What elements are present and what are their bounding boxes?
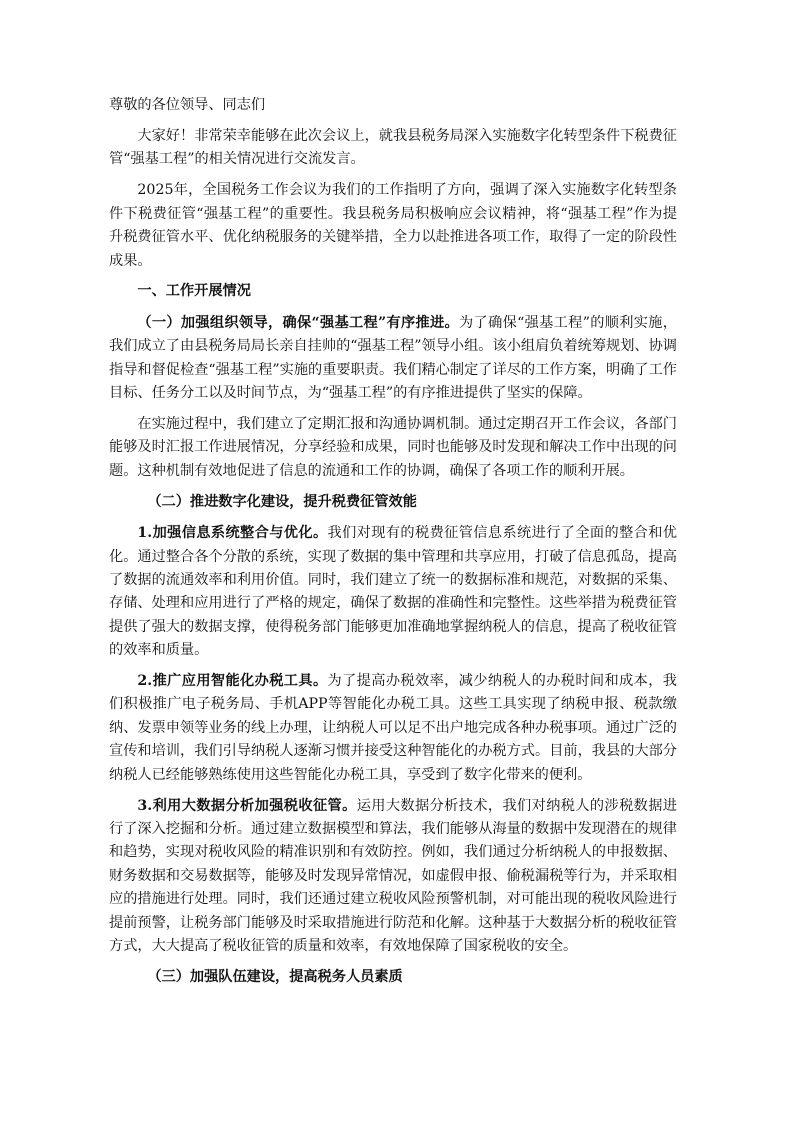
section-heading-work-progress: 一、工作开展情况 (137, 283, 251, 300)
document-page (109, 95, 677, 997)
item-1-paragraph (109, 522, 677, 662)
intro-paragraph-2: 2025年，全国税务工作会议为我们的工作指明了方向，强调了深入实施数字化转型条件下税费征管“强基工程”的重要性。我县税务局积极响应会议精神，将“强基工程”作为提升税费征管水平、优化纳税服务的关键举措，全力以赴推进各项工作，取得了一定的阶段性成果。 (109, 182, 677, 269)
subsection-1-paragraph (109, 312, 677, 406)
subsection-3-heading: （三）加强队伍建设，提高税务人员素质 (147, 968, 403, 985)
item-3-text: 运用大数据分析技术，我们对纳税人的涉税数据进行了深入挖掘和分析。通过建立数据模型和算法，我们能够从海量的数据中发现潜在的规律和趋势，实现对税收风险的精准识别和有效防控。例如，我们通过分析纳税人的申报数据、财务数据和交易数据等，能够及时发现异常情况，如虚假申报、偷税漏税等行为，并采取相应的措施进行处理。同时，我们还通过建立税收风险预警机制，对可能出现的税收风险进行提前预警，让税务部门能够及时采取措施进行防范和化解。这种基于大数据分析的税收征管方式，大大提高了税收征管的质量和效率，有效地保障了国家税收的安全。 (109, 797, 677, 954)
item-3-lead: 3.利用大数据分析加强税收征管。 (137, 797, 357, 814)
subsection-1-text: 为了确保“强基工程”的顺利实施，我们成立了由县税务局局长亲自挂帅的“强基工程”领导小组。该小组肩负着统筹规划、协调指导和督促检查“强基工程”实施的重要职责。我们精心制定了详尽的工作方案，明确了工作目标、任务分工以及时间节点，为“强基工程”的有序推进提供了坚实的保障。 (109, 314, 677, 402)
item-3-paragraph (109, 795, 677, 959)
item-1-lead: 1.加强信息系统整合与优化。 (137, 525, 328, 542)
item-1-text: 我们对现有的税费征管信息系统进行了全面的整合和优化。通过整合各个分散的系统，实现了数据的集中管理和共享应用，打破了信息孤岛，提高了数据的流通效率和利用价值。同时，我们建立了统一的数据标准和规范，对数据的采集、存储、处理和应用进行了严格的规定，确保了数据的准确性和完整性。这些举措为税费征管提供了强大的数据支撑，使得税务部门能够更加准确地掌握纳税人的信息，提高了税收征管的效率和质量。 (109, 525, 677, 659)
item-2-paragraph (109, 670, 677, 787)
subsection-2-heading: （二）推进数字化建设，提升税费征管效能 (147, 493, 417, 510)
intro-paragraph-1: 大家好！非常荣幸能够在此次会议上，就我县税务局深入实施数字化转型条件下税费征管“强基工程”的相关情况进行交流发言。 (109, 128, 677, 168)
item-2-text: 为了提高办税效率，减少纳税人的办税时间和成本，我们积极推广电子税务局、手机APP等智能化办税工具。这些工具实现了纳税申报、税款缴纳、发票申领等业务的线上办理，让纳税人可以足不出户地完成各种办税事项。通过广泛的宣传和培训，我们引导纳税人逐渐习惯并接受这种智能化的办税方式。目前，我县的大部分纳税人已经能够熟练使用这些智能化办税工具，享受到了数字化带来的便利。 (109, 673, 677, 783)
salutation: 尊敬的各位领导、同志们 (109, 97, 266, 113)
subsection-1-lead: （一）加强组织领导，确保“强基工程”有序推进。 (137, 314, 460, 331)
item-2-lead: 2.推广应用智能化办税工具。 (137, 673, 328, 690)
subsection-1-paragraph-2: 在实施过程中，我们建立了定期汇报和沟通协调机制。通过定期召开工作会议，各部门能够及时汇报工作进展情况，分享经验和成果，同时也能够及时发现和解决工作中出现的问题。这种机制有效地促进了信息的流通和工作的协调，确保了各项工作的顺利开展。 (109, 415, 677, 479)
